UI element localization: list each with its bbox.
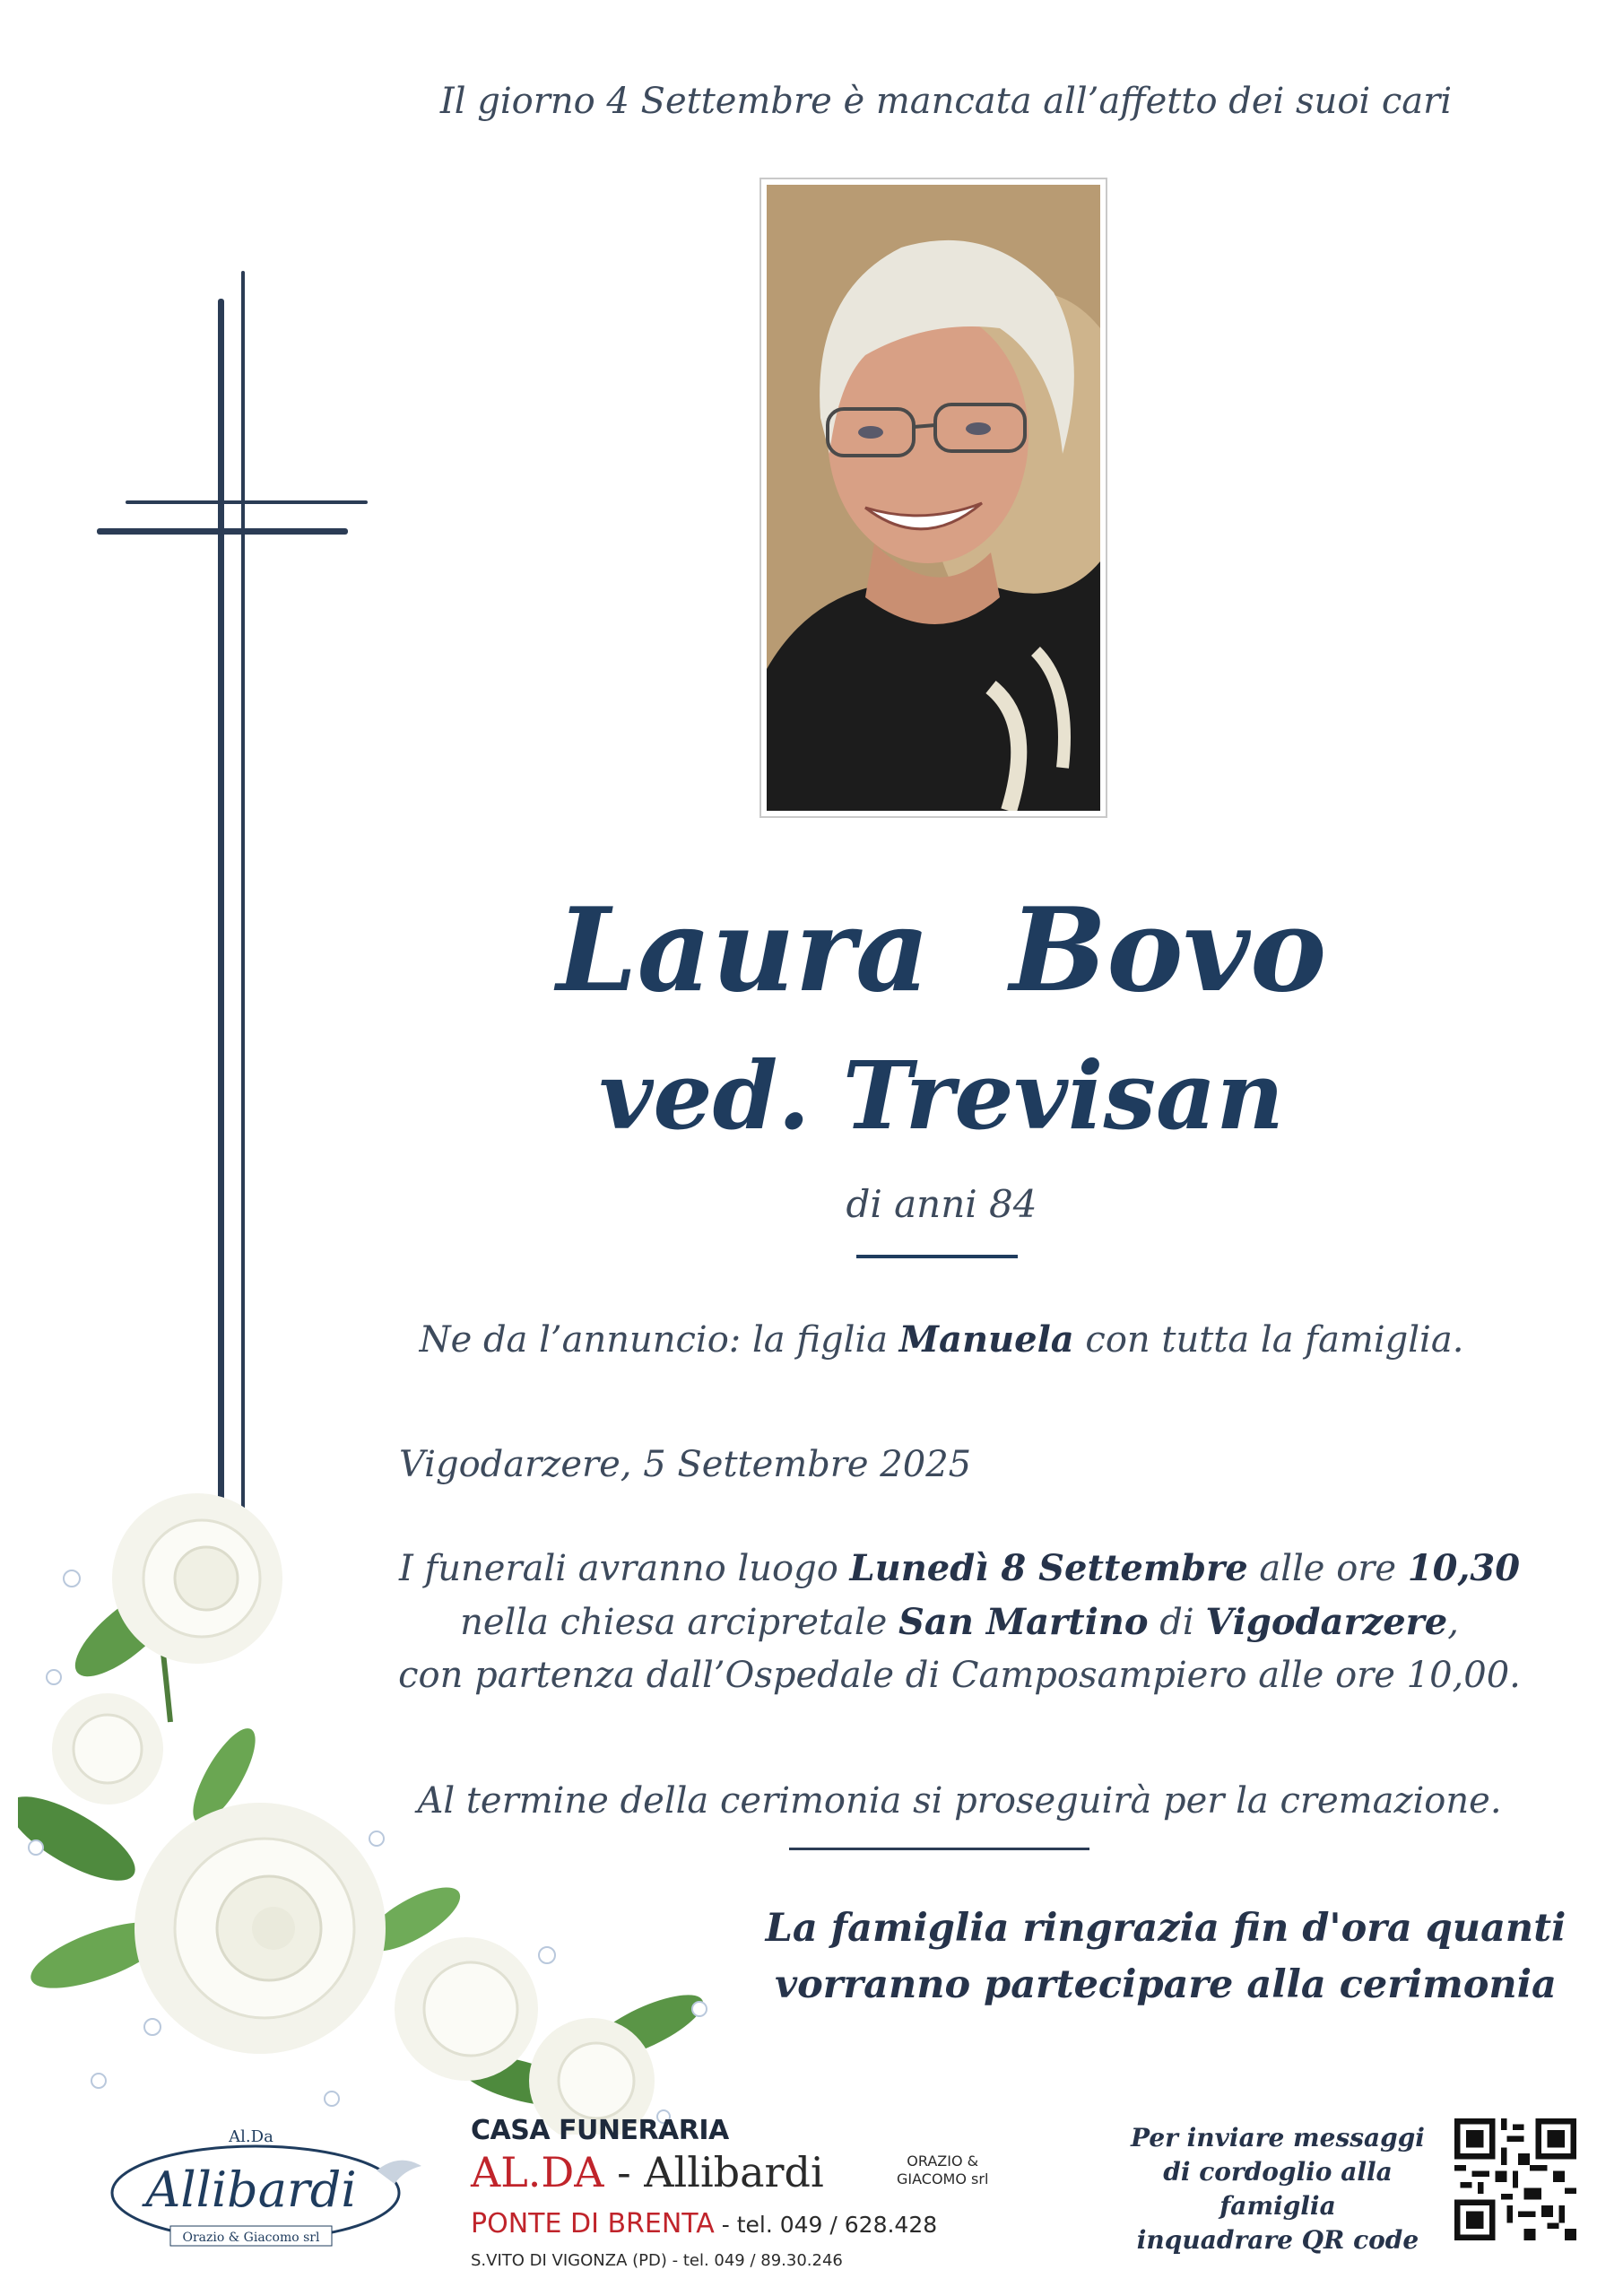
intro-line: Il giorno 4 Settembre è mancata all’affetto dei suoi cari — [439, 81, 1453, 122]
rose-2 — [52, 1693, 163, 1805]
qr-line-2: di cordoglio alla famiglia — [1163, 2157, 1393, 2221]
cross-vertical-thick — [218, 299, 224, 1511]
ponte-location: PONTE DI BRENTA — [471, 2208, 715, 2239]
deceased-married-name: ved. Trevisan — [598, 1040, 1284, 1151]
announcement-suffix: con tutta la famiglia. — [1073, 1319, 1464, 1361]
funeral-church: San Martino — [898, 1601, 1149, 1643]
qr-instructions — [1103, 2121, 1453, 2257]
casa-funeraria-title: CASA FUNERARIA — [471, 2115, 729, 2146]
funeral-text: nella chiesa arcipretale — [460, 1602, 899, 1643]
logo-sub-text: Orazio & Giacomo srl — [182, 2231, 320, 2245]
thanks-line-1: La famiglia ringrazia fin d'ora quanti — [765, 1906, 1567, 1951]
funeral-text: I funerali avranno luogo — [398, 1548, 850, 1589]
qr-line-3: inquadrare QR code — [1136, 2225, 1419, 2255]
cross-vertical-thin — [241, 271, 245, 1526]
cross-horizontal-thick — [97, 528, 348, 535]
company-tagline — [897, 2152, 988, 2188]
qr-code-icon[interactable] — [1454, 2118, 1576, 2240]
ponte-di-brenta-contact — [471, 2208, 937, 2239]
rose-4 — [395, 1937, 538, 2081]
thanks-line-2: vorranno partecipare alla cerimonia — [775, 1962, 1557, 2007]
announcement — [359, 1318, 1524, 1361]
svito-contact: S.VITO DI VIGONZA (PD) - tel. 049 / 89.30.246 — [471, 2251, 843, 2270]
deceased-name: Laura Bovo — [556, 883, 1327, 1018]
announcement-daughter: Manuela — [898, 1318, 1074, 1361]
cremation-note: Al termine della cerimonia si proseguirà per la cremazione. — [417, 1780, 1502, 1822]
divider — [856, 1255, 1018, 1258]
portrait-photo — [759, 178, 1107, 818]
ponte-phone: - tel. 049 / 628.428 — [714, 2212, 938, 2238]
allibardi-logo — [108, 2117, 430, 2260]
funeral-text: di — [1148, 1602, 1206, 1643]
place-date: Vigodarzere, 5 Settembre 2025 — [399, 1444, 972, 1485]
funeral-town: Vigodarzere — [1205, 1601, 1448, 1643]
cross-horizontal-thin — [126, 500, 368, 504]
dove-icon — [377, 2161, 421, 2184]
white-roses-decoration — [18, 1453, 807, 2135]
portrait-image — [767, 185, 1100, 811]
logo-name-text: Allibardi — [145, 2161, 357, 2218]
rose-1 — [112, 1493, 282, 1664]
qr-line-1: Per inviare messaggi — [1131, 2123, 1425, 2152]
funeral-date: Lunedì 8 Settembre — [849, 1547, 1248, 1589]
announcement-prefix: Ne da l’annuncio: la figlia — [419, 1319, 899, 1361]
deceased-age: di anni 84 — [846, 1182, 1037, 1226]
funeral-text: , — [1447, 1602, 1459, 1643]
funeral-time: 10,30 — [1407, 1547, 1521, 1589]
company-alda: AL.DA — [471, 2148, 604, 2196]
company-allibardi: Allibardi — [644, 2148, 824, 2196]
funeral-text: alle ore — [1247, 1548, 1408, 1589]
company-tag-line-2: GIACOMO srl — [897, 2170, 989, 2187]
company-tag-line-1: ORAZIO & — [907, 2152, 979, 2170]
rose-3 — [135, 1803, 386, 2054]
logo-top-text: Al.Da — [229, 2127, 273, 2146]
company-dash: - — [603, 2148, 645, 2196]
funeral-line-3: con partenza dall’Ospedale di Camposampiero alle ore 10,00. — [398, 1655, 1521, 1696]
divider — [789, 1848, 1089, 1850]
company-name — [471, 2148, 824, 2196]
